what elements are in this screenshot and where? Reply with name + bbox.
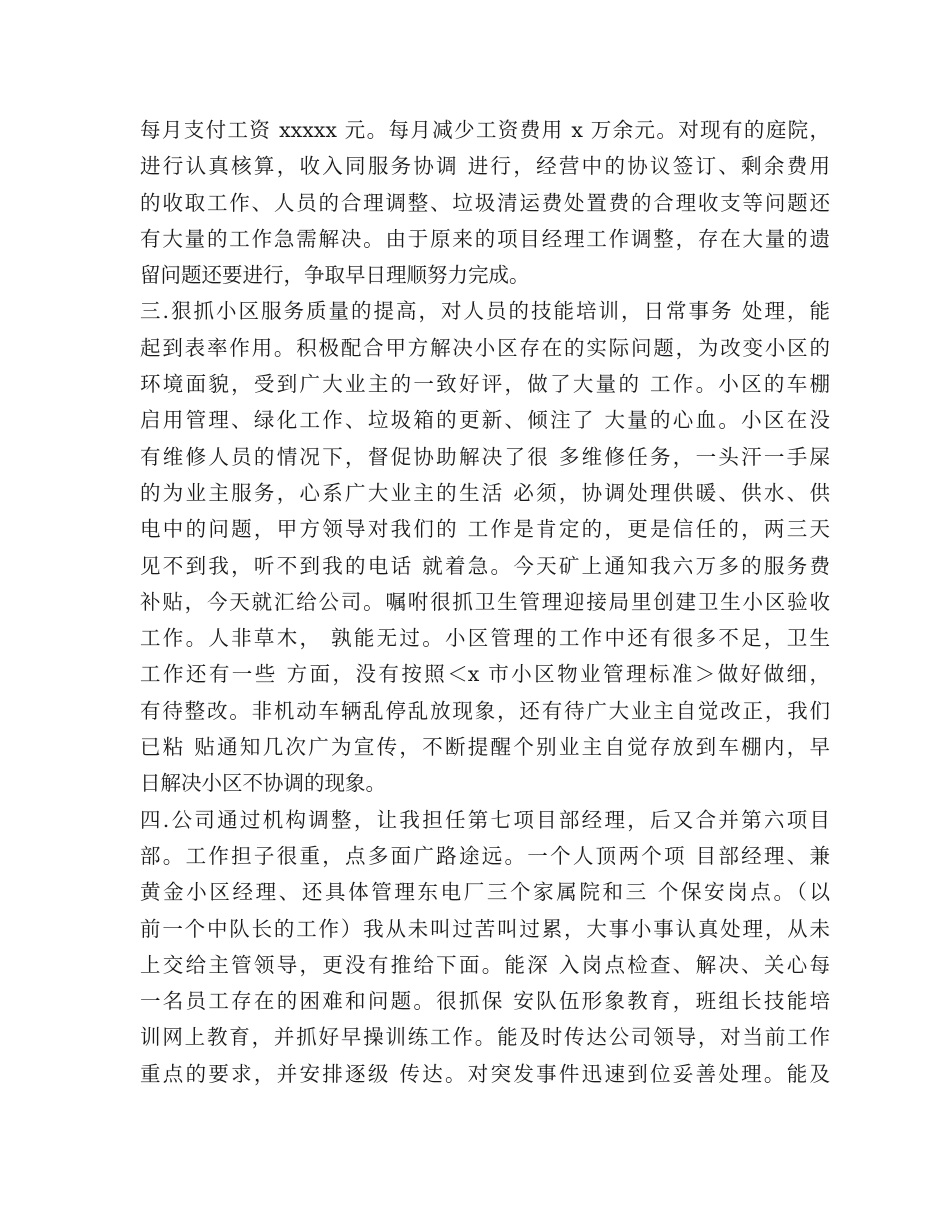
section-heading-line: 三.狠抓小区服务质量的提高，对人员的技能培训，日常事务 处理，能 [140,299,830,324]
text-line: 部。工作担子很重，点多面广路途远。一个人顶两个项 目部经理、兼 [140,843,830,868]
text-line: 电中的问题，甲方领导对我们的 工作是肯定的，更是信任的，两三天 [140,517,830,542]
text-line: 见不到我，听不到我的电话 就着急。今天矿上通知我六万多的服务费 [140,553,830,578]
text-line: 黄金小区经理、还具体管理东电厂三个家属院和三 个保安岗点。（以 [140,880,830,905]
text-line: 日解决小区不协调的现象。 [140,771,386,796]
text-line: 每月支付工资 xxxxx 元。每月减少工资费用 x 万余元。对现有的庭院， [140,118,830,142]
text-line: 前一个中队长的工作）我从未叫过苦叫过累，大事小事认真处理，从未 [140,916,830,941]
text-line: 留问题还要进行，争取早日理顺努力完成。 [140,263,530,288]
text-line: 一名员工存在的困难和问题。很抓保 安队伍形象教育，班组长技能培 [140,989,830,1014]
text-line: 重点的要求，并安排逐级 传达。对突发事件迅速到位妥善处理。能及 [140,1061,830,1086]
body-text [140,112,830,1092]
text-line: 启用管理、绿化工作、垃圾箱的更新、倾注了 大量的心血。小区在没 [140,408,830,433]
text-line: 起到表率作用。积极配合甲方解决小区存在的实际问题，为改变小区的 [140,335,830,360]
text-line: 有大量的工作急需解决。由于原来的项目经理工作调整，存在大量的遗 [140,226,830,251]
text-line: 补贴，今天就汇给公司。嘱咐很抓卫生管理迎接局里创建卫生小区验收 [140,589,830,614]
text-line: 有维修人员的情况下，督促协助解决了很 多维修任务，一头汗一手屎 [140,444,830,469]
text-line: 的为业主服务，心系广大业主的生活 必须，协调处理供暖、供水、供 [140,480,830,505]
text-line: 有待整改。非机动车辆乱停乱放现象，还有待广大业主自觉改正，我们 [140,698,830,723]
text-line: 上交给主管领导，更没有推给下面。能深 入岗点检查、解决、关心每 [140,952,830,977]
text-line: 环境面貌，受到广大业主的一致好评，做了大量的 工作。小区的车棚 [140,372,830,397]
text-line: 已粘 贴通知几次广为宣传，不断提醒个别业主自觉存放到车棚内，早 [140,735,830,760]
text-line: 训网上教育，并抓好早操训练工作。能及时传达公司领导，对当前工作 [140,1025,830,1050]
text-line: 进行认真核算，收入同服务协调 进行，经营中的协议签订、剩余费用 [140,154,830,179]
text-line: 的收取工作、人员的合理调整、垃圾清运费处置费的合理收支等问题还 [140,190,830,215]
section-heading-line: 四.公司通过机构调整，让我担任第七项目部经理，后又合并第六项目 [140,807,830,832]
text-line: 工作。人非草木， 孰能无过。小区管理的工作中还有很多不足，卫生 [140,626,830,651]
text-line: 工作还有一些 方面，没有按照＜x 市小区物业管理标准＞做好做细， [140,662,830,687]
